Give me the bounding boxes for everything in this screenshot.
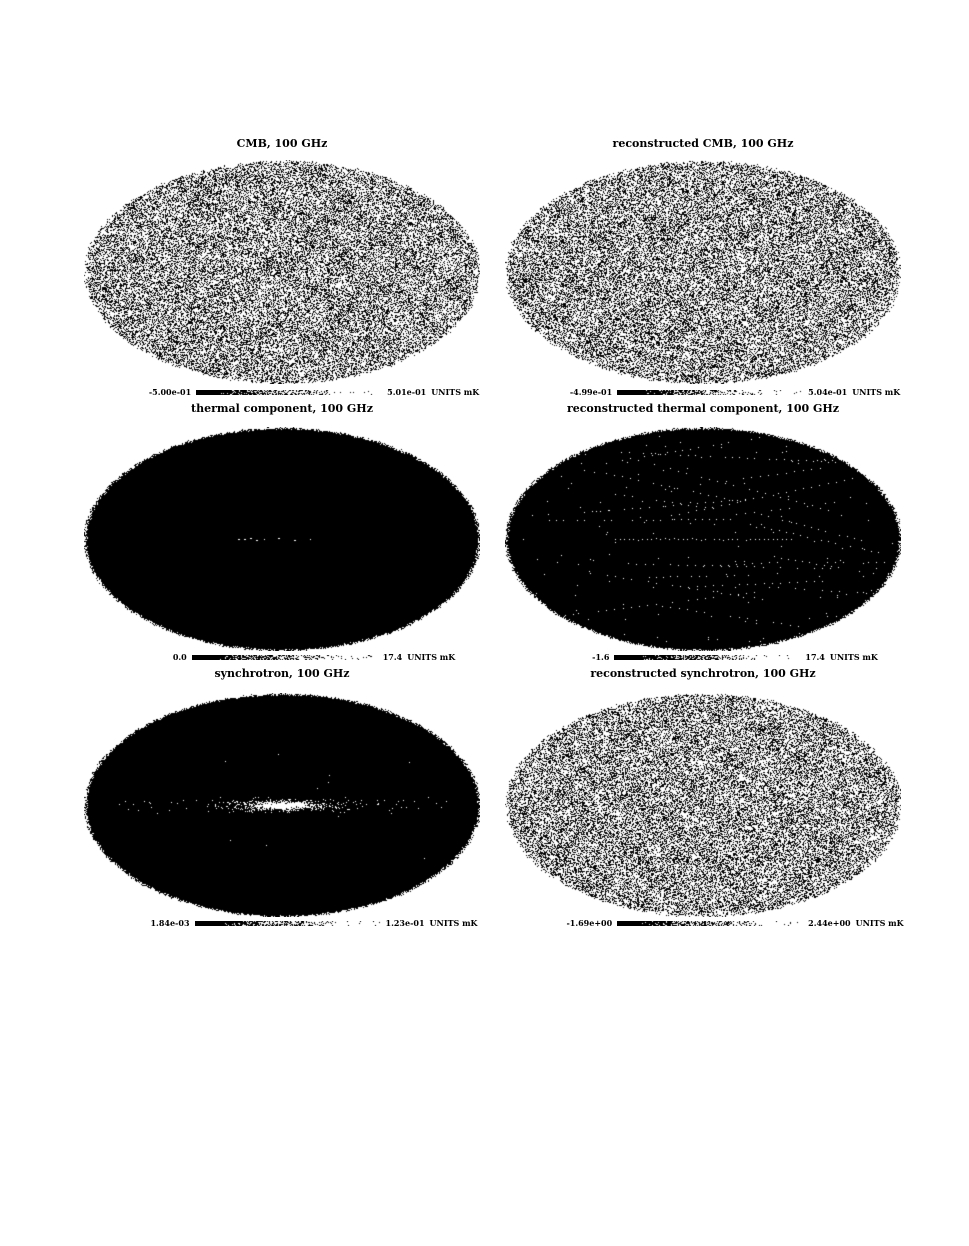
panel-title-cmb-100-ghz: CMB, 100 GHz xyxy=(236,137,328,150)
colorbar-gradient-strip xyxy=(192,655,378,660)
colorbar-max-value: 17.4 xyxy=(382,652,403,662)
colorbar-max-value: 2.44e+00 xyxy=(808,918,851,928)
panel-title-synchrotron-100-ghz: synchrotron, 100 GHz xyxy=(214,667,350,680)
mollweide-map-thermal-component-100-ghz xyxy=(84,427,480,651)
colorbar-max-value: 5.01e-01 xyxy=(387,387,427,397)
colorbar-min-value: 0.0 xyxy=(172,652,187,662)
mollweide-map-cmb-100-ghz xyxy=(84,160,480,384)
mollweide-map-reconstructed-cmb-100-ghz xyxy=(505,160,901,384)
panel-title-reconstructed-cmb-100-ghz: reconstructed CMB, 100 GHz xyxy=(612,137,794,150)
colorbar-gradient-strip xyxy=(617,921,803,926)
colorbar-units-label: UNITS mK xyxy=(407,652,456,662)
colorbar-units-label: UNITS mK xyxy=(429,918,478,928)
colorbar-max-value: 1.23e-01 xyxy=(385,918,425,928)
mollweide-map-reconstructed-synchrotron-100-ghz xyxy=(505,693,901,917)
colorbar-max-value: 17.4 xyxy=(805,652,825,662)
colorbar-caption xyxy=(94,652,534,662)
colorbar-min-value: -1.6 xyxy=(592,652,610,662)
colorbar-units-label: UNITS mK xyxy=(855,918,904,928)
panel-title-thermal-component-100-ghz: thermal component, 100 GHz xyxy=(191,402,373,415)
colorbar-units-label: UNITS mK xyxy=(431,387,480,397)
colorbar-caption xyxy=(515,387,955,397)
panel-title-reconstructed-thermal-component-100-ghz: reconstructed thermal component, 100 GHz xyxy=(566,402,840,415)
colorbar-caption xyxy=(94,387,534,397)
mollweide-map-reconstructed-thermal-component-100-ghz xyxy=(505,427,901,651)
colorbar-min-value: 1.84e-03 xyxy=(150,918,190,928)
colorbar-caption xyxy=(94,918,534,928)
colorbar-min-value: -1.69e+00 xyxy=(566,918,613,928)
colorbar-min-value: -5.00e-01 xyxy=(148,387,192,397)
colorbar-gradient-strip xyxy=(617,390,803,395)
colorbar-gradient-strip xyxy=(195,921,381,926)
colorbar-units-label: UNITS mK xyxy=(852,387,901,397)
colorbar-units-label: UNITS mK xyxy=(829,652,878,662)
colorbar-gradient-strip xyxy=(614,655,800,660)
colorbar-gradient-strip xyxy=(196,390,382,395)
mollweide-map-synchrotron-100-ghz xyxy=(84,693,480,917)
panel-title-reconstructed-synchrotron-100-ghz: reconstructed synchrotron, 100 GHz xyxy=(590,667,816,680)
colorbar-caption xyxy=(515,652,955,662)
colorbar-min-value: -4.99e-01 xyxy=(569,387,613,397)
colorbar-caption xyxy=(515,918,955,928)
colorbar-max-value: 5.04e-01 xyxy=(808,387,848,397)
